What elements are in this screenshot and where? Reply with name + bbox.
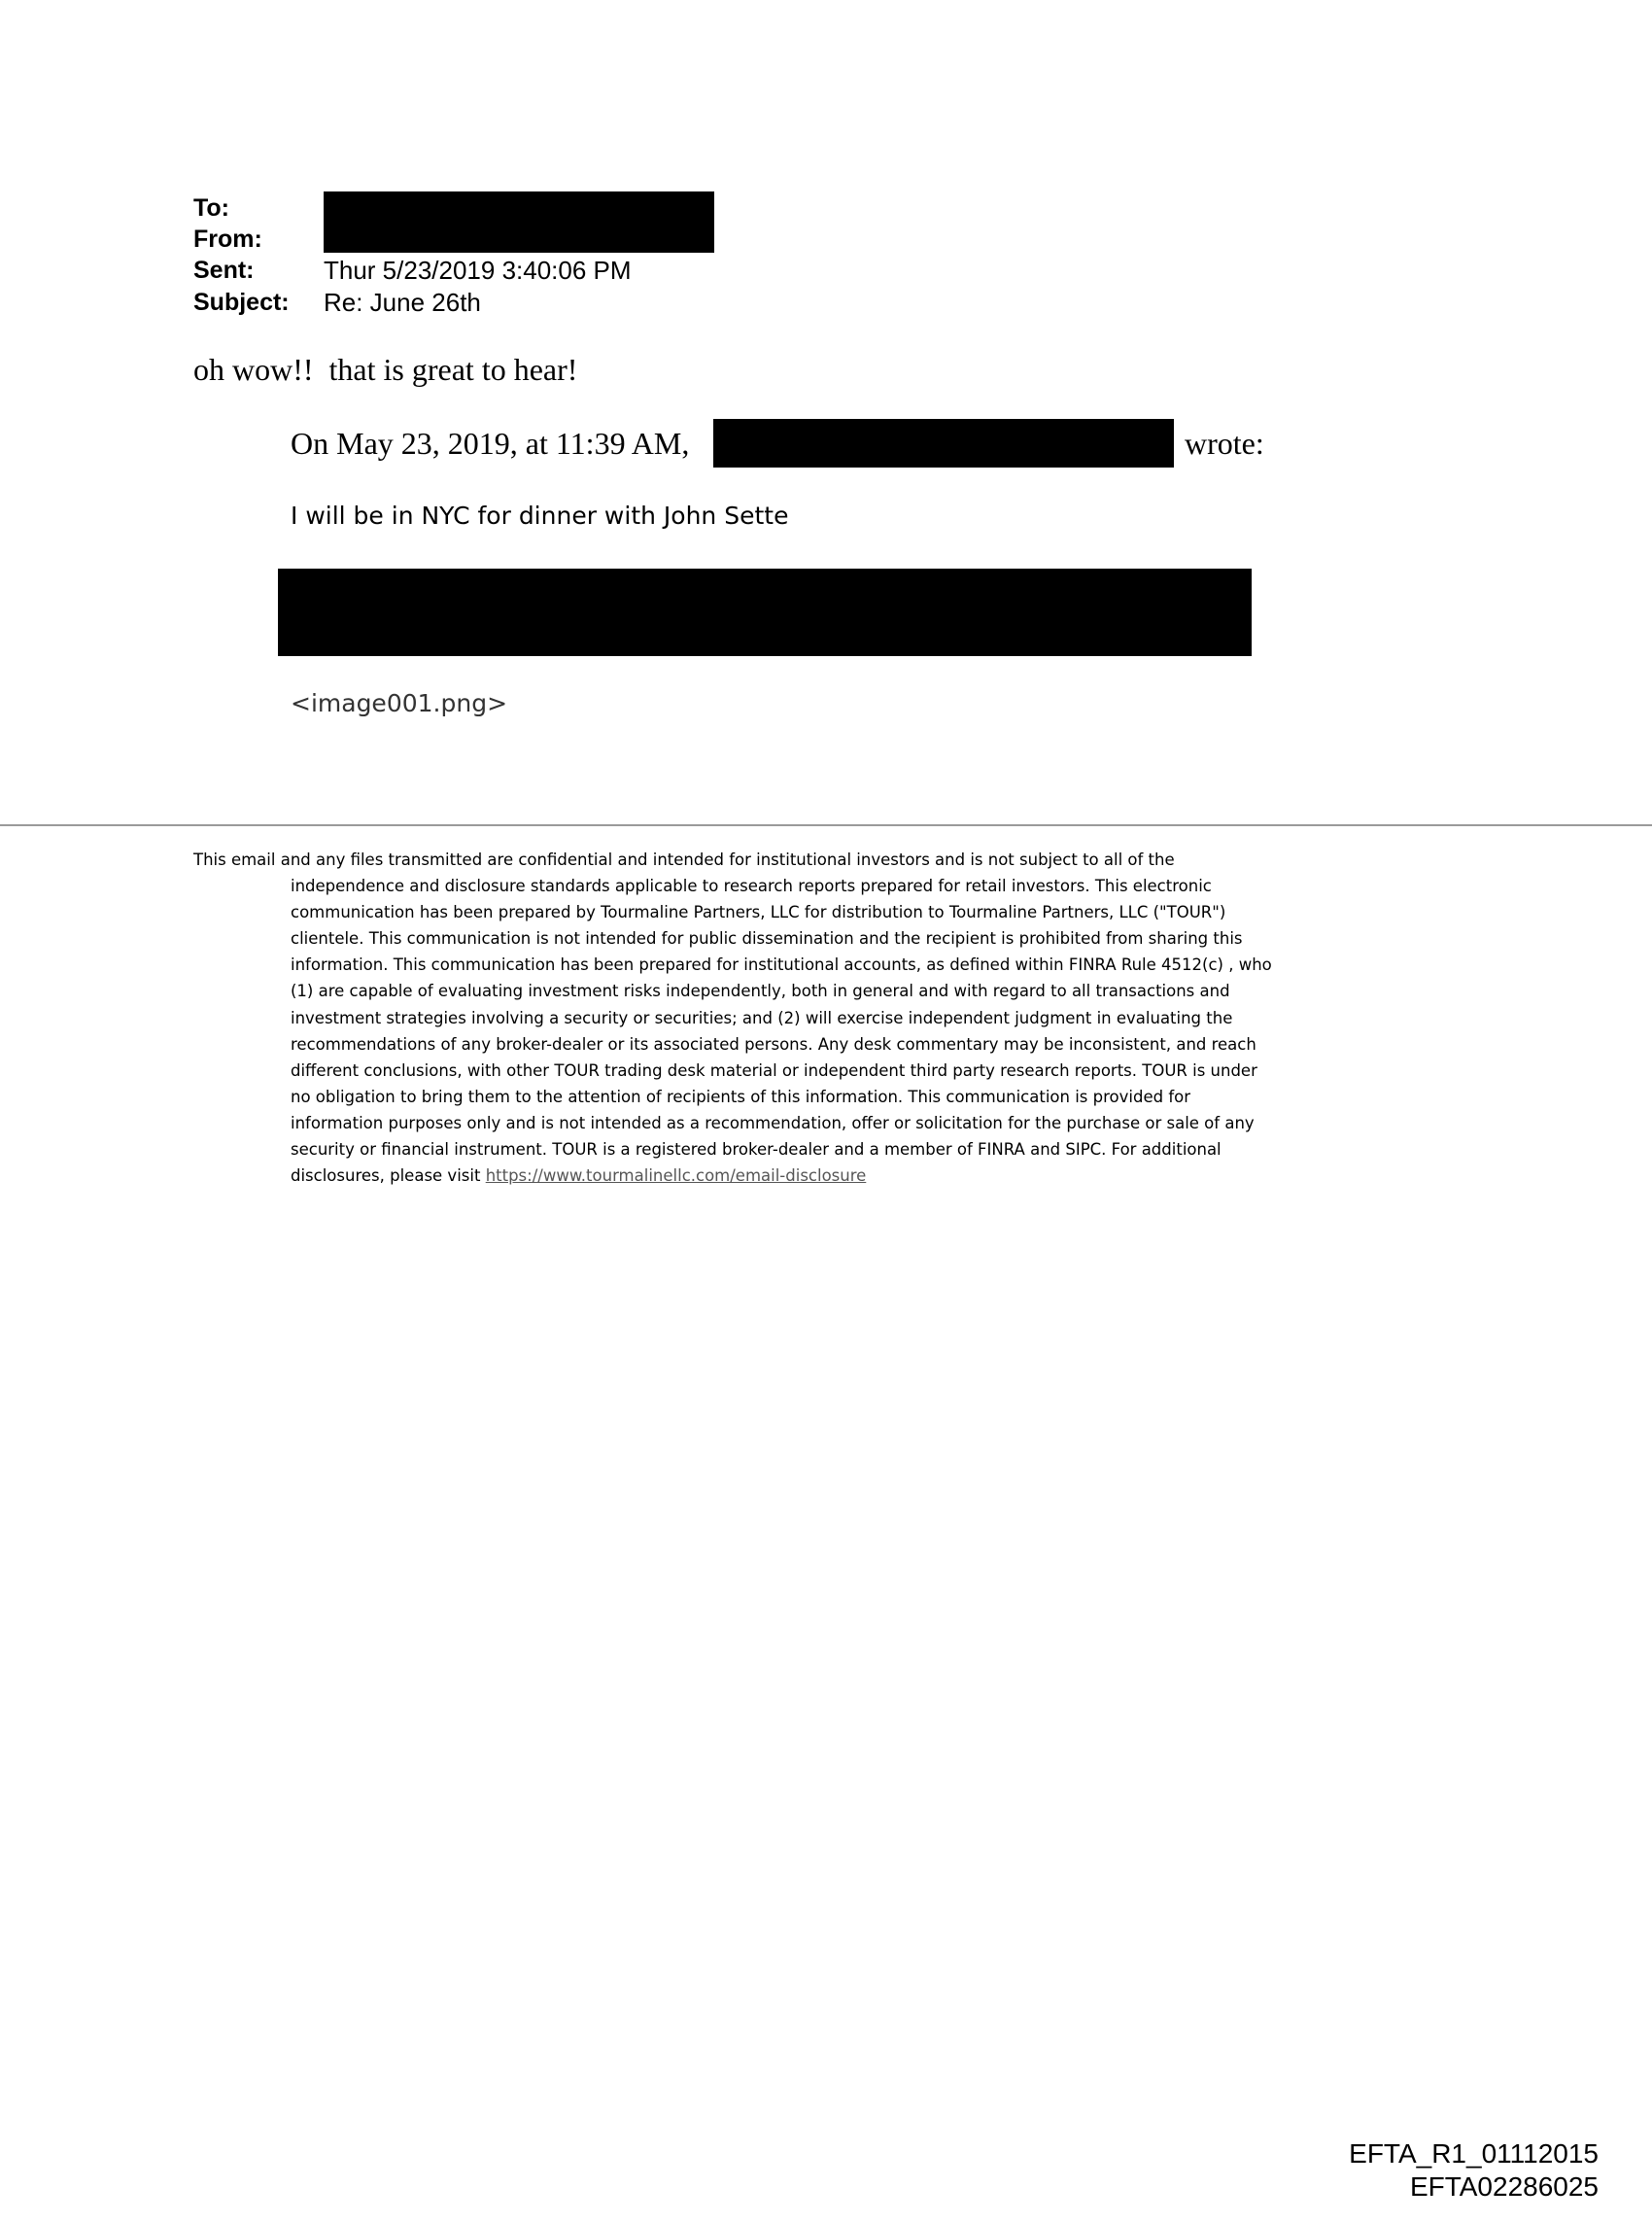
disclaimer-line: independence and disclosure standards applicable to research reports prepared for retail investors. This electronic bbox=[291, 877, 1212, 896]
sent-value: Thur 5/23/2019 3:40:06 PM bbox=[324, 256, 632, 285]
to-label: To: bbox=[193, 194, 230, 222]
disclaimer-last-line-prefix: disclosures, please visit bbox=[291, 1166, 486, 1186]
from-label: From: bbox=[193, 226, 262, 253]
disclaimer-line: investment strategies involving a security or securities; and (2) will exercise independent judgment in evaluating the bbox=[291, 1008, 1233, 1027]
redaction-signature-block bbox=[278, 569, 1252, 656]
disclaimer-line: recommendations of any broker-dealer or its associated persons. Any desk commentary may be inconsistent, and reach bbox=[291, 1034, 1256, 1054]
bates-number-1: EFTA_R1_01112015 bbox=[1349, 2138, 1599, 2169]
reply-text: oh wow!! that is great to hear! bbox=[193, 352, 578, 387]
redaction-quote-sender bbox=[713, 419, 1174, 468]
disclosure-link[interactable]: https://www.tourmalinellc.com/email-disclosure bbox=[485, 1166, 867, 1186]
disclaimer-line: security or financial instrument. TOUR is a registered broker-dealer and a member of FINRA and SIPC. For additional bbox=[291, 1140, 1222, 1160]
disclaimer-line: clientele. This communication is not intended for public dissemination and the recipient is prohibited from sharing this bbox=[291, 929, 1243, 949]
redaction-to-from bbox=[324, 191, 714, 253]
quote-intro-prefix: On May 23, 2019, at 11:39 AM, bbox=[291, 426, 690, 461]
attachment-placeholder: <image001.png> bbox=[291, 689, 508, 717]
disclaimer-line: no obligation to bring them to the attention of recipients of this information. This communication is provided for bbox=[291, 1087, 1191, 1106]
disclaimer-last-line bbox=[193, 1163, 1345, 1189]
bates-number-2: EFTA02286025 bbox=[1409, 2171, 1599, 2202]
disclaimer-line: This email and any files transmitted are confidential and intended for institutional investors and is not subject to all of the bbox=[193, 851, 1175, 869]
disclaimer-line: information purposes only and is not intended as a recommendation, offer or solicitation for the purchase or sale of any bbox=[291, 1113, 1255, 1132]
disclaimer-line: communication has been prepared by Tourmaline Partners, LLC for distribution to Tourmaline Partners, LLC ("TOUR") bbox=[291, 903, 1226, 922]
disclaimer-line: (1) are capable of evaluating investment risks independently, both in general and with regard to all transactions and bbox=[291, 982, 1230, 1001]
sent-label: Sent: bbox=[193, 257, 255, 284]
disclaimer-line: information. This communication has been prepared for institutional accounts, as defined within FINRA Rule 4512(c) , who bbox=[291, 955, 1272, 975]
disclaimer-block bbox=[193, 847, 1345, 1189]
subject-label: Subject: bbox=[193, 289, 290, 316]
quoted-message: I will be in NYC for dinner with John Sette bbox=[291, 502, 789, 530]
subject-value: Re: June 26th bbox=[324, 288, 481, 317]
disclaimer-divider bbox=[0, 824, 1652, 826]
quote-intro-suffix: wrote: bbox=[1185, 426, 1264, 461]
disclaimer-line: different conclusions, with other TOUR trading desk material or independent third party research reports. TOUR is under bbox=[291, 1060, 1257, 1080]
